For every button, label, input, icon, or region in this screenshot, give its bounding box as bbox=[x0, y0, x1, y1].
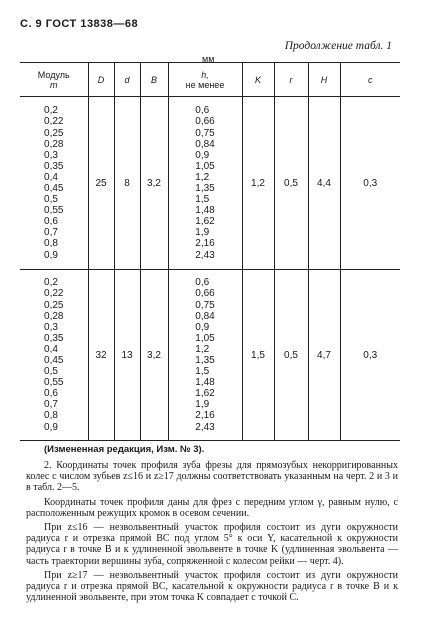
list-value: 0,28 bbox=[44, 310, 64, 322]
cell-c: 0,3 bbox=[340, 97, 400, 270]
header-h bbox=[168, 63, 242, 97]
list-value: 0,8 bbox=[44, 238, 58, 250]
module-list-cell bbox=[20, 270, 88, 441]
list-value: 0,4 bbox=[44, 343, 58, 355]
paragraph: При z≤16 — незвольвентный участок профиля состоит из дуги окружности радиуса r и отрезка прямой BC под углом 5° к оси Y, касательной к окружности радиуса r в точке B и к удлиненной эвольвенте в точке K (удлиненная эвольвента — часть траектории вершины зуба, сопряженной с колесом рейки — черт. 4). bbox=[26, 522, 398, 567]
paragraph: 2. Координаты точек профиля зуба фрезы для прямозубых некорригированных колес с числом зубьев z≤16 и z≥17 должны соответствовать указанным на черт. 2 и 3 и в табл. 2—5. bbox=[26, 460, 398, 494]
list-value: 0,5 bbox=[44, 194, 58, 206]
unit-label: мм bbox=[202, 54, 215, 64]
list-value: 0,84 bbox=[195, 138, 215, 150]
header-h-symbol: h, bbox=[201, 69, 209, 80]
list-value: 0,9 bbox=[44, 249, 58, 261]
header-r: r bbox=[274, 63, 308, 97]
list-value: 0,66 bbox=[195, 116, 215, 128]
cell-D: 32 bbox=[88, 270, 114, 441]
list-value: 2,16 bbox=[195, 238, 215, 250]
list-value: 0,28 bbox=[44, 138, 64, 150]
table-row bbox=[20, 270, 400, 441]
list-value: 0,22 bbox=[44, 116, 64, 128]
header-module bbox=[20, 63, 88, 97]
list-value: 0,9 bbox=[195, 321, 210, 333]
list-value: 0,9 bbox=[44, 421, 58, 433]
list-value: 2,43 bbox=[195, 249, 215, 261]
cell-r: 0,5 bbox=[274, 270, 308, 441]
paragraph: Координаты точек профиля даны для фрез с передним углом γ, равным нулю, с расположенным режущих кромок в осевом сечении. bbox=[26, 496, 398, 519]
header-c: c bbox=[340, 63, 400, 97]
list-value: 0,5 bbox=[44, 366, 58, 378]
list-value: 0,7 bbox=[44, 399, 58, 411]
h-list bbox=[195, 277, 214, 432]
dimensions-table bbox=[20, 62, 400, 441]
h-list bbox=[195, 105, 214, 260]
table-continuation-label: Продолжение табл. 1 bbox=[284, 40, 392, 52]
list-value: 1,9 bbox=[195, 227, 210, 239]
list-value: 0,35 bbox=[44, 160, 64, 172]
body-text bbox=[26, 460, 398, 606]
list-value: 1,2 bbox=[195, 171, 210, 183]
list-value: 1,35 bbox=[195, 183, 215, 194]
cell-c: 0,3 bbox=[340, 270, 400, 441]
list-value: 0,6 bbox=[195, 105, 210, 117]
list-value: 1,62 bbox=[195, 216, 215, 228]
list-value: 0,22 bbox=[44, 288, 64, 300]
list-value: 0,8 bbox=[44, 410, 58, 422]
list-value: 1,35 bbox=[195, 355, 215, 366]
list-value: 0,2 bbox=[44, 105, 58, 117]
cell-H: 4,4 bbox=[308, 97, 340, 270]
cell-K: 1,5 bbox=[242, 270, 274, 441]
list-value: 1,05 bbox=[195, 332, 215, 344]
module-list bbox=[44, 277, 63, 432]
header-h-note: не менее bbox=[185, 79, 225, 90]
cell-B: 3,2 bbox=[140, 270, 168, 441]
header-module-label: Модуль bbox=[37, 69, 70, 80]
list-value: 0,9 bbox=[195, 149, 210, 161]
cell-d: 8 bbox=[114, 97, 140, 270]
list-value: 0,55 bbox=[44, 377, 64, 389]
cell-D: 25 bbox=[88, 97, 114, 270]
page-header: С. 9 ГОСТ 13838—68 bbox=[20, 18, 139, 30]
paragraph: При z≥17 — незвольвентный участок профиля состоит из дуги окружности радиуса r и отрезка прямой BC, касательной к окружности радиуса r в точке B и к удлиненной эвольвенте, при этом точка K совпадает с точкой C. bbox=[26, 569, 398, 604]
list-value: 2,16 bbox=[195, 410, 215, 422]
list-value: 0,35 bbox=[44, 332, 64, 344]
list-value: 0,3 bbox=[44, 321, 58, 333]
header-H: H bbox=[308, 63, 340, 97]
list-value: 0,75 bbox=[195, 299, 215, 311]
h-list-cell bbox=[168, 97, 242, 270]
cell-d: 13 bbox=[114, 270, 140, 441]
cell-B: 3,2 bbox=[140, 97, 168, 270]
list-value: 1,48 bbox=[195, 205, 215, 217]
list-value: 0,6 bbox=[44, 388, 58, 400]
list-value: 0,2 bbox=[44, 277, 58, 289]
cell-H: 4,7 bbox=[308, 270, 340, 441]
amendment-note: (Измененная редакция, Изм. № 3). bbox=[44, 444, 205, 455]
list-value: 0,84 bbox=[195, 310, 215, 322]
list-value: 1,48 bbox=[195, 377, 215, 389]
cell-K: 1,2 bbox=[242, 97, 274, 270]
header-B: B bbox=[140, 63, 168, 97]
list-value: 0,25 bbox=[44, 127, 64, 139]
list-value: 1,5 bbox=[195, 366, 210, 378]
list-value: 1,05 bbox=[195, 160, 215, 172]
table-header-row bbox=[20, 63, 400, 97]
list-value: 0,3 bbox=[44, 149, 58, 161]
list-value: 0,7 bbox=[44, 227, 58, 239]
header-d: d bbox=[114, 63, 140, 97]
list-value: 0,25 bbox=[44, 299, 64, 311]
module-list bbox=[44, 105, 63, 260]
cell-r: 0,5 bbox=[274, 97, 308, 270]
h-list-cell bbox=[168, 270, 242, 441]
list-value: 0,66 bbox=[195, 288, 215, 300]
list-value: 0,55 bbox=[44, 205, 64, 217]
list-value: 0,6 bbox=[44, 216, 58, 228]
list-value: 0,4 bbox=[44, 171, 58, 183]
module-list-cell bbox=[20, 97, 88, 270]
list-value: 2,43 bbox=[195, 421, 215, 433]
list-value: 1,62 bbox=[195, 388, 215, 400]
list-value: 1,2 bbox=[195, 343, 210, 355]
header-D: D bbox=[88, 63, 114, 97]
table-row bbox=[20, 97, 400, 270]
list-value: 1,5 bbox=[195, 194, 210, 206]
header-module-symbol: m bbox=[50, 79, 58, 90]
list-value: 0,45 bbox=[44, 355, 64, 366]
header-K: K bbox=[242, 63, 274, 97]
list-value: 1,9 bbox=[195, 399, 210, 411]
list-value: 0,6 bbox=[195, 277, 210, 289]
list-value: 0,45 bbox=[44, 183, 64, 194]
list-value: 0,75 bbox=[195, 127, 215, 139]
